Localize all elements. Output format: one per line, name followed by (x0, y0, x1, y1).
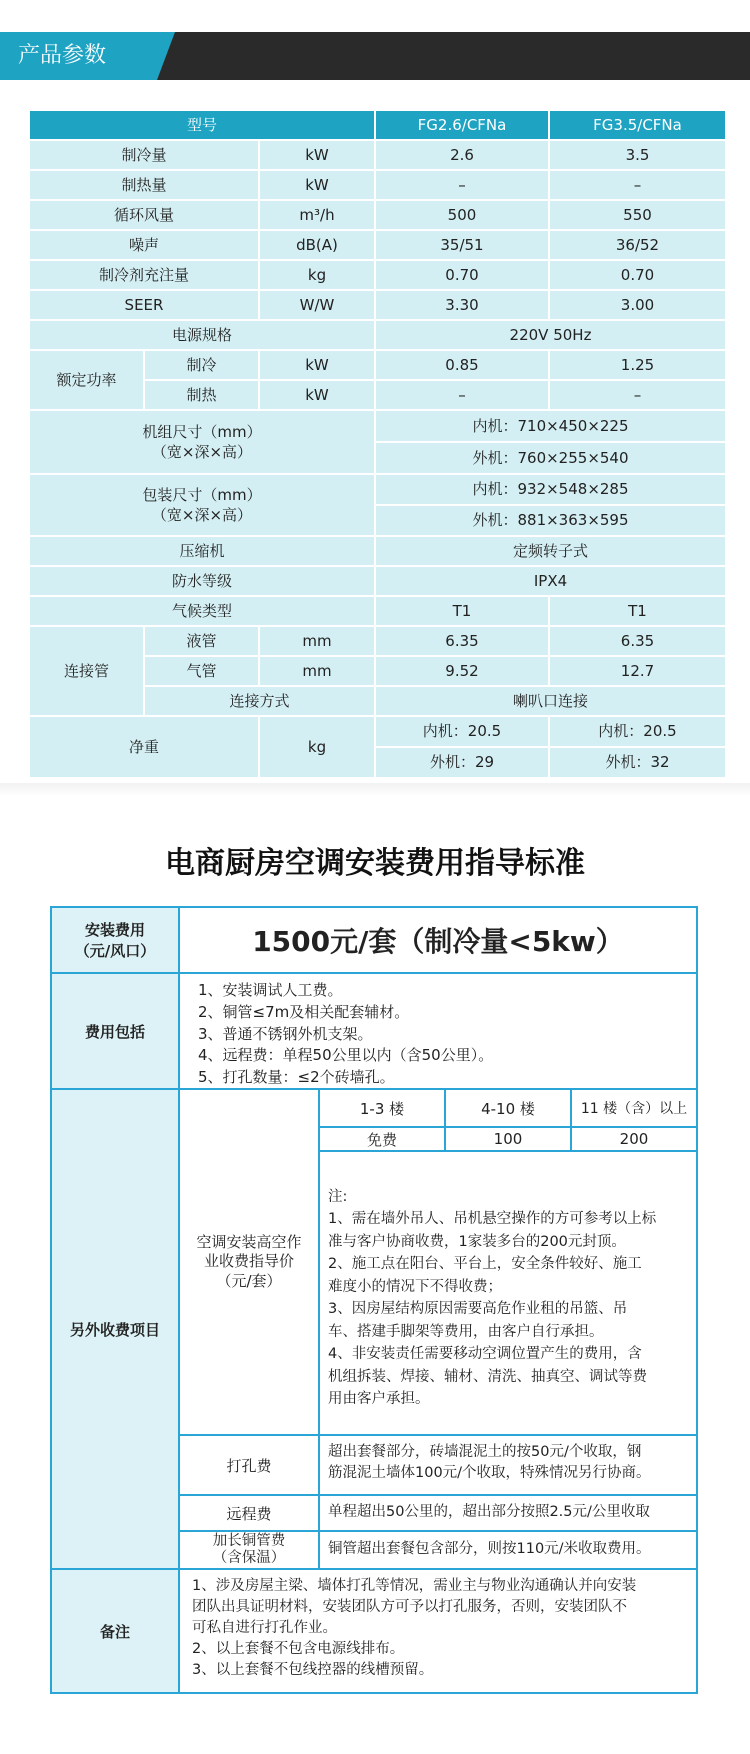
high-altitude-notes: 注: 1、需在墙外吊人、吊机悬空操作的方可参考以上标 准与客户协商收费，1家装多台的200元封顶。 2、施工点在阳台、平台上，安全条件较好、施工 难度小的情况下不得收费； 3、因房屋结构原因需要高危作业租的吊篮、吊 车、搭建手脚架等费用，由客户自行承担。 4、非安装责任需要移动空调位置产生的费用，含 机组拆装、焊接、辅材、清洗、抽真空、调试等费 用由客户承担。 (318, 1150, 698, 1436)
floor-11-up: 11 楼（含）以上 (570, 1088, 698, 1128)
includes-list: 1、安装调试人工费。 2、铜管≤7m及相关配套辅材。 3、普通不锈钢外机支架。 4、远程费：单程50公里以内（含50公里）。 5、打孔数量：≤2个砖墙孔。 (178, 972, 698, 1090)
unit-size-outdoor: 外机：760×255×540 (376, 443, 725, 473)
pack-size-indoor: 内机：932×548×285 (376, 475, 725, 504)
rated-heat-label: 制热 (145, 381, 258, 409)
drill-fee-label: 打孔费 (178, 1434, 320, 1496)
row-unit: kW (260, 171, 374, 199)
row-name: 噪声 (30, 231, 258, 259)
row-value: 3.00 (550, 291, 725, 319)
gas-pipe-value-1: 9.52 (376, 657, 548, 685)
climate-label: 气候类型 (30, 597, 374, 625)
weight-label: 净重 (30, 717, 258, 777)
row-value: 3.5 (550, 141, 725, 169)
unit-size-indoor: 内机：710×450×225 (376, 411, 725, 441)
row-value: 2.6 (376, 141, 548, 169)
gas-pipe-value-2: 12.7 (550, 657, 725, 685)
row-value: 3.30 (376, 291, 548, 319)
row-name: SEER (30, 291, 258, 319)
unit-size-label: 机组尺寸（mm） （宽×深×高） (30, 411, 374, 473)
row-value: 550 (550, 201, 725, 229)
pipe-label: 连接管 (30, 627, 143, 715)
remarks-label: 备注 (50, 1568, 180, 1694)
gas-pipe-unit: mm (260, 657, 374, 685)
fee-value: 1500元/套（制冷量<5kw） (178, 906, 698, 974)
row-value: 35/51 (376, 231, 548, 259)
extra-fees-label: 另外收费项目 (50, 1088, 180, 1570)
weight-indoor-2: 内机：20.5 (550, 717, 725, 746)
rated-heat-value-2: – (550, 381, 725, 409)
weight-unit: kg (260, 717, 374, 777)
row-name: 制热量 (30, 171, 258, 199)
row-value: 500 (376, 201, 548, 229)
high-altitude-label: 空调安装高空作 业收费指导价 （元/套） (178, 1088, 320, 1436)
row-unit: dB(A) (260, 231, 374, 259)
connection-method-label: 连接方式 (145, 687, 374, 715)
section-title: 产品参数 (18, 43, 107, 68)
row-name: 制冷剂充注量 (30, 261, 258, 289)
rated-heat-value-1: – (376, 381, 548, 409)
row-name: 制冷量 (30, 141, 258, 169)
compressor-label: 压缩机 (30, 537, 374, 565)
remote-fee-label: 远程费 (178, 1494, 320, 1532)
row-value: 36/52 (550, 231, 725, 259)
pack-size-outdoor: 外机：881×363×595 (376, 506, 725, 535)
row-value: – (376, 171, 548, 199)
rated-cool-value-1: 0.85 (376, 351, 548, 379)
install-title: 电商厨房空调安装费用指导标准 (165, 846, 585, 881)
rated-power-label: 额定功率 (30, 351, 143, 409)
remarks-list: 1、涉及房屋主梁、墙体打孔等情况，需业主与物业沟通确认并向安装 团队出具证明材料，安装团队方可予以打孔服务，否则，安装团队不 可私自进行打孔作业。 2、以上套餐不包含电源线排布。 3、以上套餐不包线控器的线槽预留。 (178, 1568, 698, 1694)
row-unit: m³/h (260, 201, 374, 229)
model-2: FG3.5/CFNa (550, 111, 725, 139)
row-value: – (550, 171, 725, 199)
climate-value-1: T1 (376, 597, 548, 625)
row-name: 循环风量 (30, 201, 258, 229)
price-floor-11-up: 200 (570, 1126, 698, 1152)
climate-value-2: T1 (550, 597, 725, 625)
row-value: 0.70 (376, 261, 548, 289)
rated-cool-unit: kW (260, 351, 374, 379)
pack-size-label: 包装尺寸（mm） （宽×深×高） (30, 475, 374, 535)
row-value: 0.70 (550, 261, 725, 289)
waterproof-value: IPX4 (376, 567, 725, 595)
includes-label: 费用包括 (50, 972, 180, 1090)
liquid-pipe-value-2: 6.35 (550, 627, 725, 655)
drill-fee-text: 超出套餐部分，砖墙混泥土的按50元/个收取，钢 筋混泥土墙体100元/个收取，特殊情况另行协商。 (318, 1434, 698, 1496)
row-unit: kg (260, 261, 374, 289)
pipe-fee-label: 加长铜管费 （含保温） (178, 1530, 320, 1570)
floor-1-3: 1-3 楼 (318, 1088, 446, 1128)
model-label: 型号 (30, 111, 374, 139)
fee-label: 安装费用 （元/风口） (50, 906, 180, 974)
row-unit: kW (260, 141, 374, 169)
power-spec-label: 电源规格 (30, 321, 374, 349)
liquid-pipe-label: 液管 (145, 627, 258, 655)
weight-indoor-1: 内机：20.5 (376, 717, 548, 746)
row-unit: W/W (260, 291, 374, 319)
gas-pipe-label: 气管 (145, 657, 258, 685)
price-floor-1-3: 免费 (318, 1126, 446, 1152)
compressor-value: 定频转子式 (376, 537, 725, 565)
pipe-fee-text: 铜管超出套餐包含部分，则按110元/米收取费用。 (318, 1530, 698, 1570)
liquid-pipe-value-1: 6.35 (376, 627, 548, 655)
power-spec-value: 220V 50Hz (376, 321, 725, 349)
weight-outdoor-2: 外机：32 (550, 748, 725, 777)
weight-outdoor-1: 外机：29 (376, 748, 548, 777)
floor-4-10: 4-10 楼 (444, 1088, 572, 1128)
connection-method-value: 喇叭口连接 (376, 687, 725, 715)
rated-heat-unit: kW (260, 381, 374, 409)
price-floor-4-10: 100 (444, 1126, 572, 1152)
section-divider (0, 783, 750, 797)
waterproof-label: 防水等级 (30, 567, 374, 595)
rated-cool-value-2: 1.25 (550, 351, 725, 379)
model-1: FG2.6/CFNa (376, 111, 548, 139)
remote-fee-text: 单程超出50公里的，超出部分按照2.5元/公里收取 (318, 1494, 698, 1532)
rated-cool-label: 制冷 (145, 351, 258, 379)
liquid-pipe-unit: mm (260, 627, 374, 655)
